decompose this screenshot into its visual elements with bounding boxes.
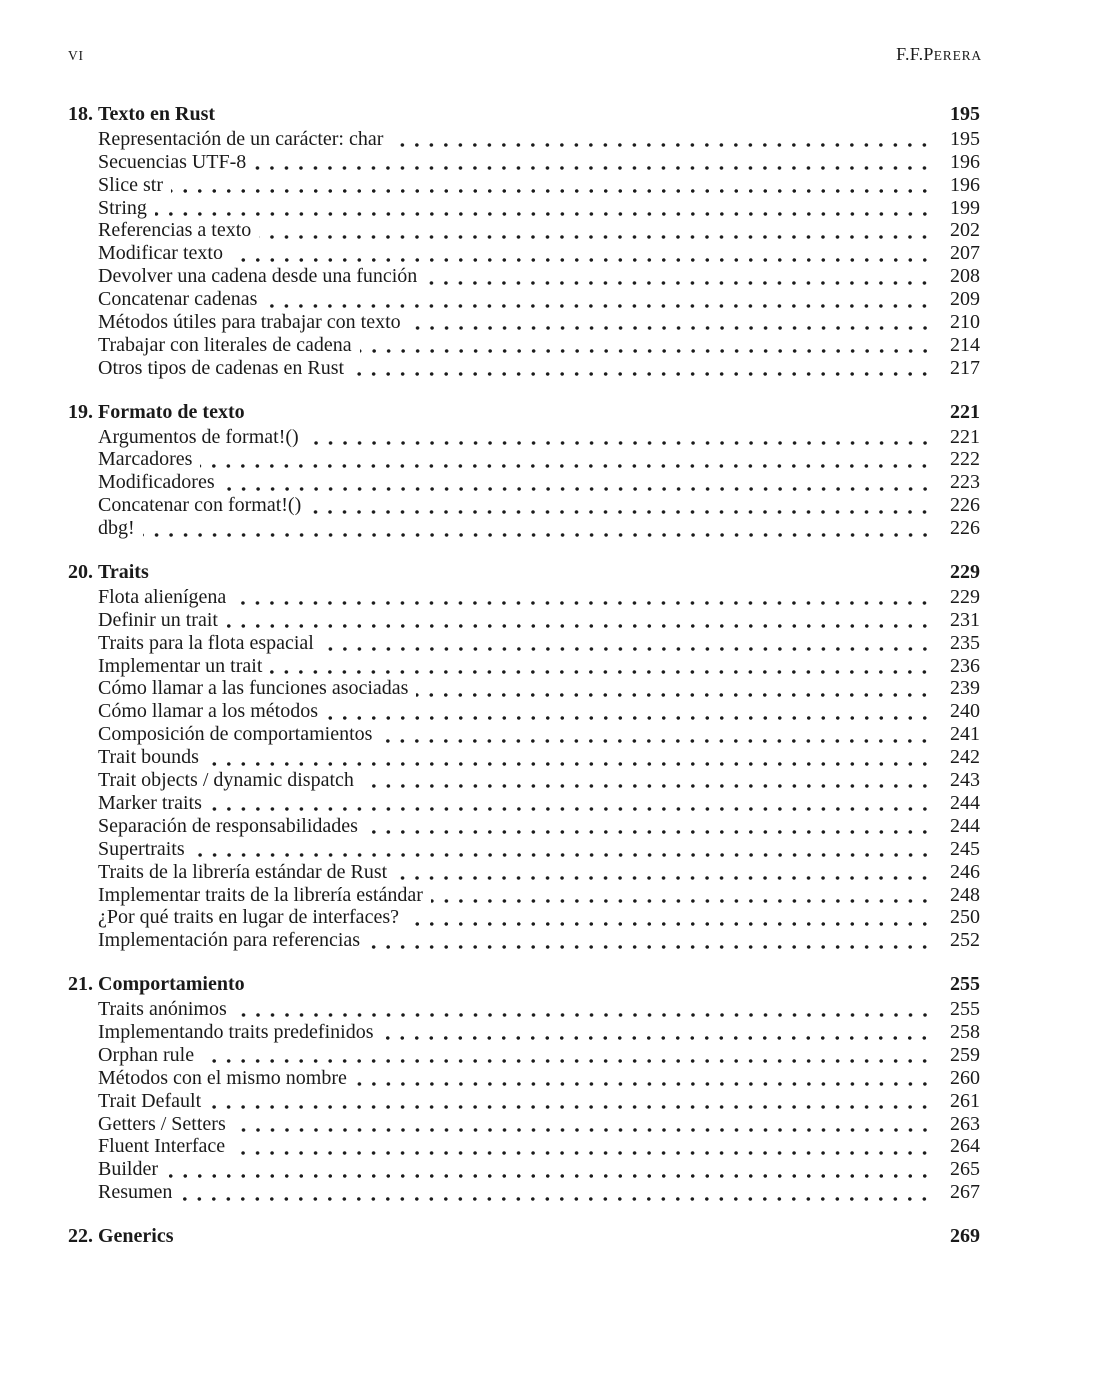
chapter-number: 21. (68, 973, 93, 996)
leader-dots (409, 311, 934, 334)
section-title: Trait Default (98, 1089, 202, 1112)
section-page-number: 207 (950, 242, 980, 265)
leader-dots (155, 197, 934, 220)
section-title: Trait objects / dynamic dispatch (98, 769, 354, 792)
section-page-number: 246 (950, 860, 980, 883)
leader-dots (180, 1181, 934, 1204)
leader-dots (326, 700, 934, 723)
folio-page-number: VI (68, 48, 84, 63)
section-entry (68, 1090, 980, 1113)
leader-dots (259, 219, 934, 242)
leader-dots (395, 861, 934, 884)
leader-dots (360, 334, 934, 357)
section-title: Referencias a texto (98, 219, 252, 242)
section-page-number: 202 (950, 219, 980, 242)
section-entry (68, 1181, 980, 1204)
page-header (68, 44, 982, 65)
author-name-main: F.F.P (896, 44, 934, 64)
running-head-author (896, 44, 982, 65)
leader-dots (210, 792, 934, 815)
leader-dots (171, 174, 934, 197)
section-page-number: 261 (950, 1089, 980, 1112)
section-title: Implementar un trait (98, 654, 263, 677)
leader-dots (166, 1158, 934, 1181)
section-title: Getters / Setters (98, 1112, 226, 1135)
section-title: Builder (98, 1158, 158, 1181)
leader-dots (425, 265, 934, 288)
section-title: Supertraits (98, 837, 185, 860)
section-page-number: 242 (950, 746, 980, 769)
section-page-number: 244 (950, 791, 980, 814)
section-page-number: 214 (950, 333, 980, 356)
section-page-number: 196 (950, 173, 980, 196)
table-of-contents (68, 103, 980, 1250)
section-entry (68, 746, 980, 769)
section-title: Traits de la librería estándar de Rust (98, 860, 388, 883)
leader-dots (234, 1113, 934, 1136)
section-page-number: 241 (950, 723, 980, 746)
section-title: Otros tipos de cadenas en Rust (98, 356, 345, 379)
leader-dots (254, 151, 934, 174)
section-title: Cómo llamar a las funciones asociadas (98, 677, 409, 700)
section-entry (68, 448, 980, 471)
leader-dots (416, 677, 934, 700)
chapter-page-number: 195 (950, 103, 980, 125)
section-title: Fluent Interface (98, 1135, 226, 1158)
section-entry (68, 929, 980, 952)
leader-dots (352, 357, 934, 380)
section-title: Implementación para referencias (98, 929, 361, 952)
leader-dots (235, 998, 934, 1021)
leader-dots (381, 1021, 934, 1044)
chapter-entry (68, 103, 980, 126)
section-title: Trabajar con literales de cadena (98, 333, 352, 356)
section-entry (68, 1158, 980, 1181)
leader-dots (202, 1044, 934, 1067)
leader-dots (226, 609, 934, 632)
section-page-number: 240 (950, 700, 980, 723)
section-page-number: 259 (950, 1043, 980, 1066)
section-title: String (98, 196, 147, 219)
section-title: Secuencias UTF-8 (98, 150, 247, 173)
section-entry (68, 426, 980, 449)
section-entry (68, 288, 980, 311)
section-entry (68, 197, 980, 220)
section-title: Marcadores (98, 448, 193, 471)
section-title: Definir un trait (98, 608, 218, 631)
section-title: Devolver una cadena desde una función (98, 265, 418, 288)
leader-dots (265, 288, 934, 311)
section-title: Slice str (98, 173, 163, 196)
section-page-number: 248 (950, 883, 980, 906)
section-page-number: 226 (950, 494, 980, 517)
section-entry (68, 265, 980, 288)
section-page-number: 250 (950, 906, 980, 929)
section-entry (68, 700, 980, 723)
chapter-title: Traits (98, 561, 149, 584)
chapter-title: Generics (98, 1225, 174, 1248)
section-page-number: 221 (950, 425, 980, 448)
chapter-number: 22. (68, 1225, 93, 1248)
chapter-page-number: 269 (950, 1225, 980, 1248)
chapter-page-number: 221 (950, 400, 980, 423)
section-title: Trait bounds (98, 746, 199, 769)
leader-dots (366, 815, 934, 838)
section-entry (68, 906, 980, 929)
section-entry (68, 1044, 980, 1067)
chapter-number: 19. (68, 400, 93, 423)
section-entry (68, 677, 980, 700)
section-page-number: 264 (950, 1135, 980, 1158)
leader-dots (270, 655, 934, 678)
section-title: Modificar texto (98, 242, 223, 265)
section-page-number: 235 (950, 631, 980, 654)
section-entry (68, 792, 980, 815)
leader-dots (143, 517, 934, 540)
section-entry (68, 174, 980, 197)
section-page-number: 222 (950, 448, 980, 471)
chapter-entry (68, 1225, 980, 1248)
chapter-title: Comportamiento (98, 973, 245, 996)
section-title: Cómo llamar a los métodos (98, 700, 318, 723)
leader-dots (368, 929, 934, 952)
section-page-number: 260 (950, 1066, 980, 1089)
section-title: Separación de responsabilidades (98, 814, 358, 837)
leader-dots (322, 632, 934, 655)
section-entry (68, 151, 980, 174)
section-page-number: 243 (950, 769, 980, 792)
section-title: Composición de comportamientos (98, 723, 373, 746)
section-page-number: 196 (950, 150, 980, 173)
leader-dots (223, 471, 934, 494)
section-title: Modificadores (98, 471, 215, 494)
section-page-number: 236 (950, 654, 980, 677)
section-page-number: 223 (950, 471, 980, 494)
section-page-number: 244 (950, 814, 980, 837)
section-title: Argumentos de format!() (98, 425, 299, 448)
section-entry (68, 311, 980, 334)
section-page-number: 229 (950, 585, 980, 608)
leader-dots (391, 128, 934, 151)
section-page-number: 263 (950, 1112, 980, 1135)
section-page-number: 258 (950, 1020, 980, 1043)
section-entry (68, 769, 980, 792)
section-page-number: 245 (950, 837, 980, 860)
section-title: Implementando traits predefinidos (98, 1020, 374, 1043)
leader-dots (431, 884, 934, 907)
section-page-number: 265 (950, 1158, 980, 1181)
section-title: Traits anónimos (98, 998, 227, 1021)
section-page-number: 217 (950, 356, 980, 379)
section-entry (68, 1113, 980, 1136)
section-page-number: 195 (950, 127, 980, 150)
chapter-page-number: 229 (950, 561, 980, 584)
leader-dots (380, 723, 934, 746)
section-page-number: 199 (950, 196, 980, 219)
section-entry (68, 838, 980, 861)
section-page-number: 231 (950, 608, 980, 631)
section-title: Implementar traits de la librería estándar (98, 883, 423, 906)
leader-dots (234, 586, 934, 609)
section-entry (68, 998, 980, 1021)
leader-dots (307, 426, 934, 449)
section-page-number: 210 (950, 311, 980, 334)
section-title: Métodos con el mismo nombre (98, 1066, 347, 1089)
chapter-entry (68, 973, 980, 996)
section-entry (68, 1135, 980, 1158)
section-page-number: 209 (950, 288, 980, 311)
chapter-entry (68, 401, 980, 424)
section-entry (68, 357, 980, 380)
section-title: Flota alienígena (98, 585, 227, 608)
section-entry (68, 334, 980, 357)
leader-dots (309, 494, 934, 517)
section-title: Concatenar con format!() (98, 494, 302, 517)
leader-dots (355, 1067, 934, 1090)
section-title: dbg! (98, 517, 135, 540)
section-entry (68, 128, 980, 151)
section-title: Marker traits (98, 791, 202, 814)
section-entry (68, 632, 980, 655)
section-entry (68, 1067, 980, 1090)
section-title: Traits para la flota espacial (98, 631, 314, 654)
section-page-number: 208 (950, 265, 980, 288)
section-entry (68, 471, 980, 494)
leader-dots (362, 769, 934, 792)
leader-dots (207, 746, 934, 769)
chapter-entry (68, 561, 980, 584)
chapter-number: 18. (68, 103, 93, 125)
section-entry (68, 242, 980, 265)
section-entry (68, 861, 980, 884)
leader-dots (193, 838, 934, 861)
section-title: ¿Por qué traits en lugar de interfaces? (98, 906, 399, 929)
leader-dots (231, 242, 934, 265)
section-page-number: 226 (950, 517, 980, 540)
section-entry (68, 219, 980, 242)
section-page-number: 267 (950, 1181, 980, 1204)
leader-dots (209, 1090, 934, 1113)
chapter-title: Formato de texto (98, 400, 245, 423)
section-entry (68, 655, 980, 678)
leader-dots (200, 448, 934, 471)
leader-dots (233, 1135, 934, 1158)
section-title: Representación de un carácter: char (98, 127, 384, 150)
section-page-number: 239 (950, 677, 980, 700)
leader-dots (407, 906, 934, 929)
section-title: Concatenar cadenas (98, 288, 258, 311)
chapter-number: 20. (68, 561, 93, 584)
section-entry (68, 815, 980, 838)
section-entry (68, 586, 980, 609)
section-entry (68, 723, 980, 746)
section-entry (68, 884, 980, 907)
section-page-number: 252 (950, 929, 980, 952)
section-entry (68, 517, 980, 540)
chapter-title: Texto en Rust (98, 103, 216, 125)
section-title: Resumen (98, 1181, 173, 1204)
section-entry (68, 494, 980, 517)
section-page-number: 255 (950, 998, 980, 1021)
section-title: Orphan rule (98, 1043, 195, 1066)
section-entry (68, 609, 980, 632)
section-title: Métodos útiles para trabajar con texto (98, 311, 401, 334)
section-entry (68, 1021, 980, 1044)
author-name-smallcaps: ERERA (933, 48, 982, 63)
chapter-page-number: 255 (950, 973, 980, 996)
